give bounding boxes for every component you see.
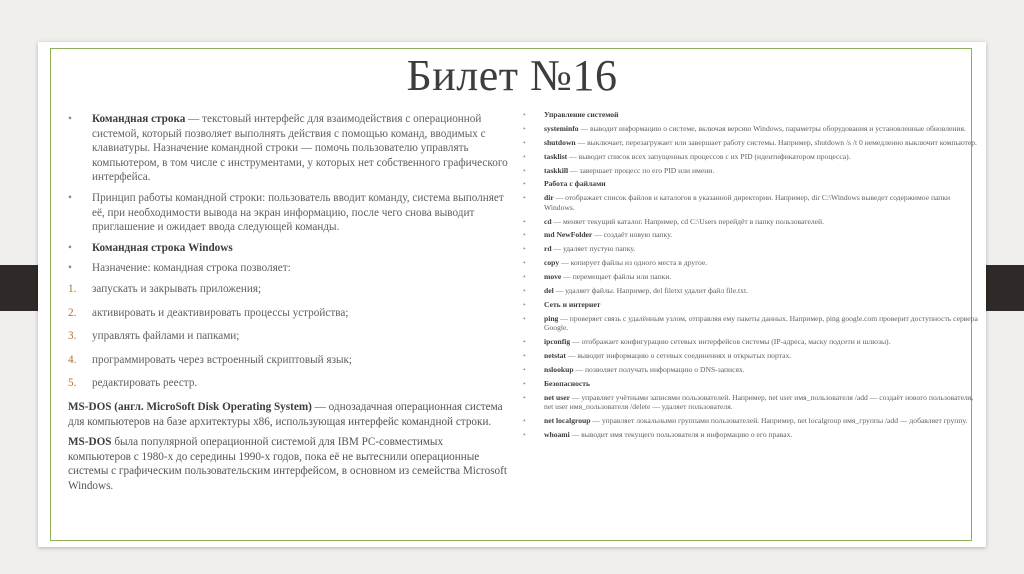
bullet-marker: • — [523, 364, 526, 374]
bullet-marker: • — [68, 113, 72, 125]
command-name: net user — [544, 392, 570, 402]
command-name: ping — [544, 313, 559, 323]
list-item — [68, 282, 508, 297]
section-heading: Управление системой — [544, 110, 619, 119]
paragraph-msdos-history — [68, 435, 508, 493]
command-desc: — отображает список файлов и каталогов в указанной директории. Например, dir C:\Windows выведет содержимое папки Windows. — [544, 193, 951, 212]
command-item — [523, 393, 978, 412]
bullet-marker: • — [523, 415, 526, 425]
command-desc: — выводит список всех запущенных процессов с их PID (идентификатором процесса). — [567, 151, 851, 161]
left-column — [68, 112, 508, 499]
command-name: taskkill — [544, 165, 569, 175]
command-item — [523, 272, 978, 281]
bullet-marker: • — [523, 258, 526, 268]
command-item — [523, 152, 978, 161]
msdos-history-text: была популярной операционной системой для IBM PC-совместимых компьютеров с 1980-х до середины 1990-х годов, пока её не вытеснили операционные системы с графическим пользовательским интерфейсом, в основном из семейства Microsoft Windows. — [68, 436, 507, 492]
command-name: whoami — [544, 429, 570, 439]
section-files — [523, 179, 978, 188]
command-desc: — копирует файлы из одного места в другое. — [559, 258, 708, 268]
paragraph-msdos-definition — [68, 400, 508, 429]
command-name: ipconfig — [544, 336, 571, 346]
list-item-text: управлять файлами и папками; — [92, 330, 240, 343]
command-name: systeminfo — [544, 123, 579, 133]
list-number: 3. — [68, 330, 77, 343]
command-name: nslookup — [544, 364, 574, 374]
list-item — [68, 306, 508, 321]
bullet-marker: • — [68, 262, 72, 275]
list-item — [68, 376, 508, 391]
command-desc: — выводит информацию о сетевых соединениях и открытых портах. — [565, 350, 792, 360]
section-heading: Работа с файлами — [544, 179, 606, 189]
section-network — [523, 300, 978, 309]
bullet-marker: • — [523, 336, 526, 346]
section-heading: Безопасность — [544, 378, 591, 388]
command-desc: — перемещает файлы или папки. — [561, 272, 672, 282]
bullet-marker: • — [523, 137, 526, 147]
bullet-marker: • — [523, 123, 526, 133]
command-item — [523, 286, 978, 295]
msdos-definition-text: — однозадачная операционная система для компьютеров на базе архитектуры x86, использующая интерфейс командной строки. — [68, 400, 503, 428]
purpose-text: Назначение: командная строка позволяет: — [92, 262, 291, 275]
command-name: cd — [544, 216, 552, 226]
command-item — [523, 365, 978, 374]
bullet-marker: • — [523, 165, 526, 175]
command-item — [523, 244, 978, 253]
command-desc: — удаляет пустую папку. — [551, 244, 636, 254]
term-msdos: MS-DOS — [68, 436, 112, 449]
command-desc: — проверяет связь с удалённым узлом, отправляя ему пакеты данных. Например, ping google.com проверит доступность сервера Google. — [544, 313, 978, 333]
section-system — [523, 110, 978, 119]
bullet-command-line — [68, 112, 508, 185]
bullet-marker: • — [523, 392, 526, 402]
command-item — [523, 138, 978, 147]
command-item — [523, 416, 978, 425]
bullet-marker: • — [523, 110, 526, 119]
definition-command-line: — текстовый интерфейс для взаимодействия с операционной системой, который позволяет выполнять действия с помощью команд, вводимых с клавиатуры. Назначение командной строки — помочь пользователю управлять компьютером, в том числе с инструментами, у которых нет собственного графического интерфейса. — [92, 113, 508, 184]
list-number: 1. — [68, 282, 77, 295]
command-desc: — выводит информацию о системе, включая версию Windows, параметры оборудования и установленные обновления. — [578, 123, 966, 133]
bullet-marker: • — [523, 244, 526, 254]
list-number: 2. — [68, 306, 77, 319]
slide-paper — [38, 42, 986, 547]
bullet-marker: • — [523, 350, 526, 360]
bullet-marker: • — [68, 241, 72, 254]
command-item — [523, 166, 978, 175]
command-name: shutdown — [544, 137, 576, 147]
command-desc: — создаёт новую папку. — [592, 230, 673, 240]
command-name: net localgroup — [544, 415, 591, 425]
bullet-marker: • — [523, 193, 526, 203]
command-desc: — позволяет получать информацию о DNS-записях. — [573, 364, 745, 374]
bullet-marker: • — [523, 313, 526, 323]
command-item — [523, 230, 978, 239]
bullet-marker: • — [523, 179, 526, 189]
command-desc: — отображает конфигурацию сетевых интерфейсов системы (IP-адреса, маску подсети и шлюзы). — [570, 336, 891, 346]
command-desc: — управляет учётными записями пользователей. Например, net user имя_пользователя /add — создаёт нового пользователя, net user имя_пользователя /delete — удаляет пользователя. — [544, 392, 974, 411]
bullet-marker: • — [523, 285, 526, 295]
list-number: 5. — [68, 377, 77, 390]
command-item — [523, 258, 978, 267]
list-item-text: запускать и закрывать приложения; — [92, 282, 262, 295]
list-item — [68, 329, 508, 344]
command-item — [523, 337, 978, 346]
command-item — [523, 193, 978, 212]
command-name: netstat — [544, 350, 566, 360]
command-item — [523, 430, 978, 439]
command-name: copy — [544, 258, 560, 268]
right-column — [523, 110, 978, 443]
list-item-text: активировать и деактивировать процессы устройства; — [92, 306, 349, 319]
bullet-marker: • — [523, 378, 526, 388]
list-item — [68, 353, 508, 368]
bullet-marker: • — [523, 429, 526, 439]
command-desc: — завершает процесс по его PID или имени. — [568, 165, 715, 175]
bullet-principle — [68, 191, 508, 235]
command-name: del — [544, 285, 554, 295]
command-desc: — меняет текущий каталог. Например, cd C:\Users перейдёт в папку пользователей. — [551, 216, 824, 226]
command-desc: — удаляет файлы. Например, del filetxt удалит файл file.txt. — [553, 285, 748, 295]
section-heading: Сеть и интернет — [544, 299, 601, 309]
bullet-marker: • — [523, 216, 526, 226]
command-item — [523, 351, 978, 360]
bullet-marker: • — [523, 230, 526, 240]
command-desc: — выключает, перезагружает или завершает работу системы. Например, shutdown /s /t 0 немедленно выключит компьютер. — [575, 137, 977, 147]
command-name: rd — [544, 244, 552, 254]
principle-text: Принцип работы командной строки: пользователь вводит команду, система выполняет её, при необходимости вывода на экран информацию, после чего снова выводит приглашение и ожидает ввода следующей команды. — [92, 191, 504, 234]
list-number: 4. — [68, 353, 77, 366]
bullet-marker: • — [523, 272, 526, 282]
command-item — [523, 124, 978, 133]
command-item — [523, 217, 978, 226]
command-name: tasklist — [544, 151, 568, 161]
section-security — [523, 379, 978, 388]
bullet-marker: • — [523, 299, 526, 309]
command-name: dir — [544, 193, 554, 203]
term-command-line: Командная строка — [92, 113, 186, 125]
slide-title: Билет №16 — [406, 51, 618, 100]
command-name: md NewFolder — [544, 230, 593, 240]
command-desc: — управляет локальными группами пользователей. Например, net localgroup имя_группы /add — добавляет группу. — [590, 415, 968, 425]
command-desc: — выводит имя текущего пользователя и информацию о его правах. — [569, 429, 793, 439]
list-item-text: редактировать реестр. — [92, 377, 198, 390]
heading-windows-cli: Командная строка Windows — [92, 241, 233, 254]
list-item-text: программировать через встроенный скриптовый язык; — [92, 353, 353, 366]
bullet-marker: • — [68, 191, 72, 204]
term-msdos-full: MS-DOS (англ. MicroSoft Disk Operating System) — [68, 400, 312, 413]
bullet-windows-cli — [68, 241, 508, 256]
command-item — [523, 314, 978, 333]
bullet-marker: • — [523, 151, 526, 161]
bullet-purpose — [68, 261, 508, 276]
command-name: move — [544, 272, 562, 282]
